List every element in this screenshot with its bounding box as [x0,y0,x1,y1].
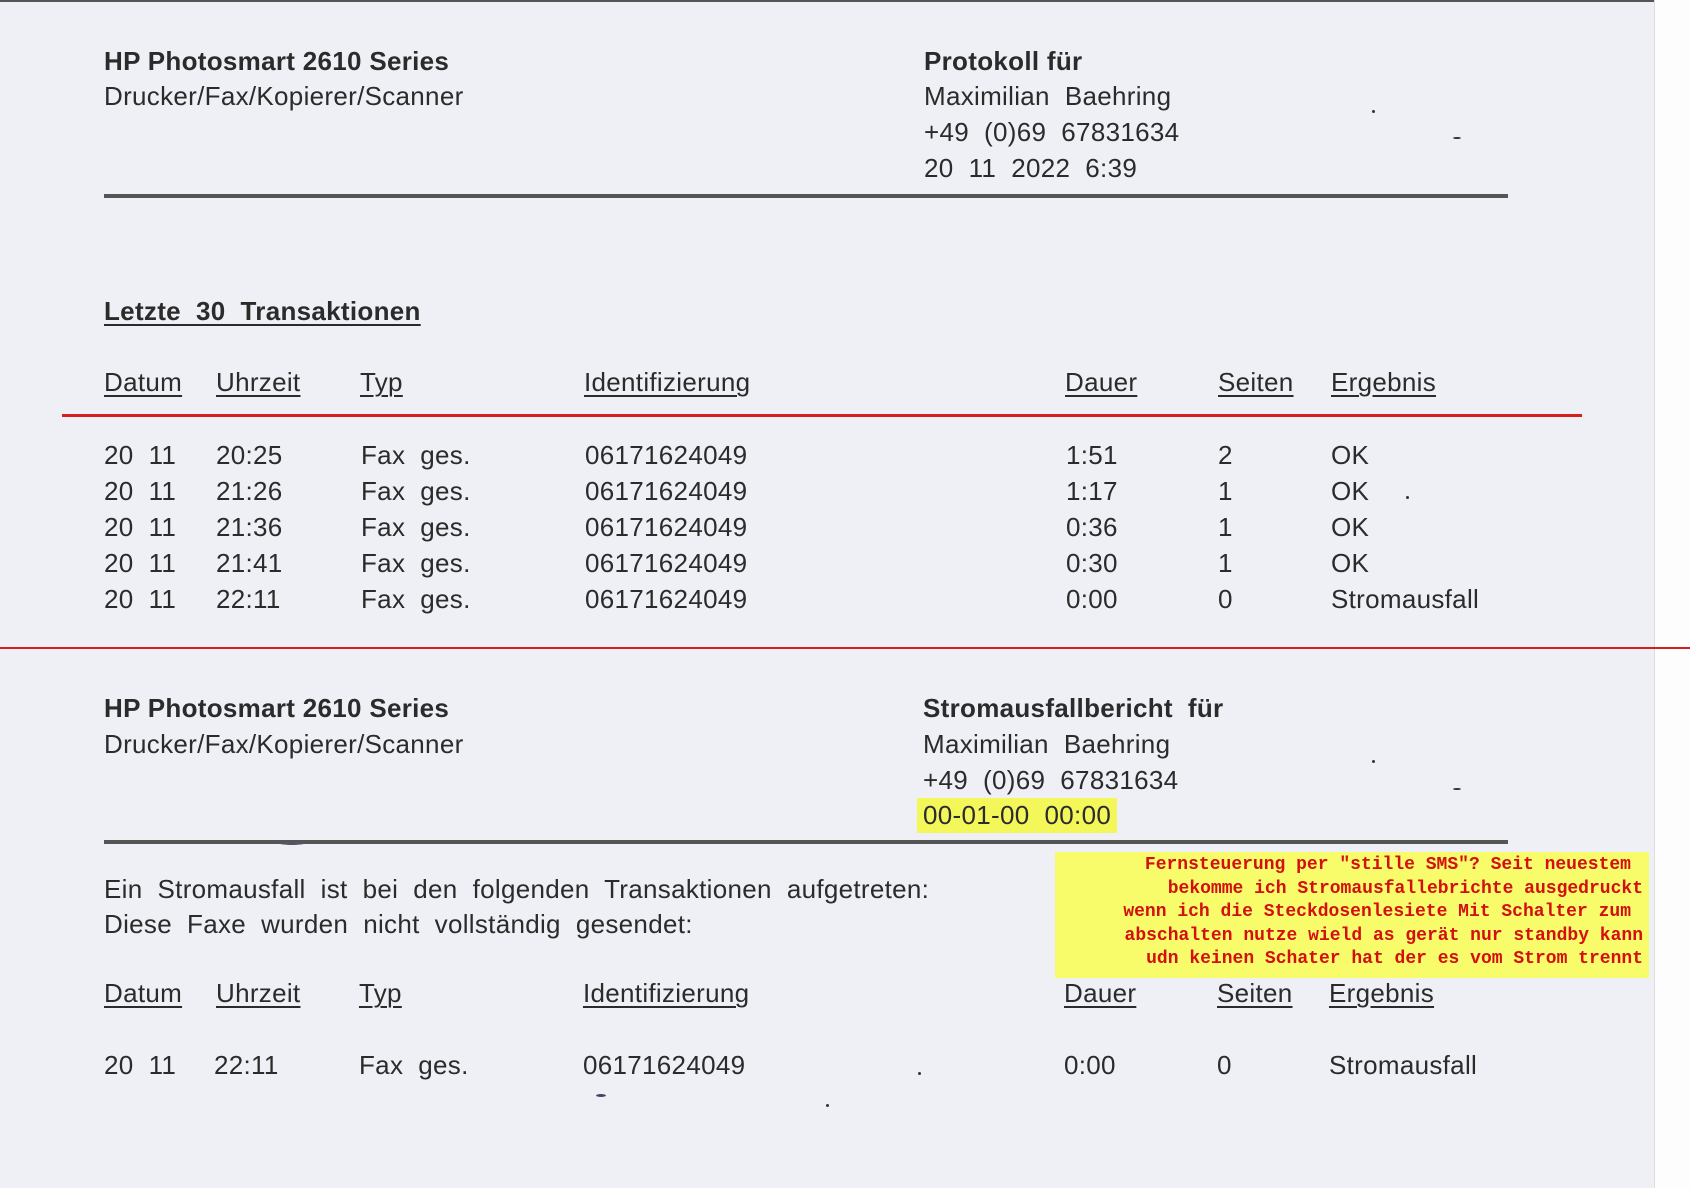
cell-ergebnis: Stromausfall [1329,1050,1478,1080]
cell-identifizierung: 06171624049 [585,584,748,614]
scan-speck [826,1104,829,1107]
report1-device-type: Drucker/Fax/Kopierer/Scanner [104,81,464,111]
report2-phone: +49 (0)69 67831634 [923,765,1179,795]
cell-identifizierung: 06171624049 [583,1050,746,1080]
cell-datum: 20 11 [104,1050,177,1080]
cell-identifizierung: 06171624049 [585,512,748,542]
report2-device-type: Drucker/Fax/Kopierer/Scanner [104,729,464,759]
col-dauer: Dauer [1064,978,1137,1008]
cell-datum: 20 11 [104,584,177,614]
report1-section-title: Letzte 30 Transaktionen [104,296,421,326]
cell-typ: Fax ges. [361,548,471,578]
cell-identifizierung: 06171624049 [585,440,748,470]
col-datum: Datum [104,367,183,397]
cell-ergebnis: Stromausfall [1331,584,1480,614]
note-line: udn keinen Schater hat der es vom Strom trennt [1146,949,1643,969]
cell-datum: 20 11 [104,476,177,506]
cell-uhrzeit: 22:11 [214,1050,279,1080]
col-dauer: Dauer [1065,367,1138,397]
report2-owner: Maximilian Baehring [923,729,1171,759]
report2-device: HP Photosmart 2610 Series [104,693,450,723]
cell-dauer: 1:17 [1066,476,1118,506]
col-ergebnis: Ergebnis [1331,367,1437,397]
cell-seiten: 2 [1218,440,1233,470]
scan-speck [1453,788,1461,790]
cell-seiten: 1 [1218,476,1233,506]
report2-datetime-highlighted: 00-01-00 00:00 [917,798,1117,833]
cell-datum: 20 11 [104,512,177,542]
note-line: abschalten nutze wield as gerät nur standby kann [1124,925,1643,946]
report2-message-line1: Ein Stromausfall ist bei den folgenden Transaktionen aufgetreten: [104,874,930,904]
cell-typ: Fax ges. [361,440,471,470]
col-seiten: Seiten [1218,367,1294,397]
col-datum: Datum [104,978,183,1008]
col-seiten: Seiten [1217,978,1293,1008]
cell-seiten: 0 [1218,584,1233,614]
scan-speck [280,842,304,845]
report2-title: Stromausfallbericht für [923,693,1224,723]
cell-seiten: 1 [1218,548,1233,578]
scan-speck [918,1072,921,1075]
cell-uhrzeit: 22:11 [216,584,281,614]
col-ergebnis: Ergebnis [1329,978,1435,1008]
cell-dauer: 0:36 [1066,512,1118,542]
scan-speck [596,1094,606,1097]
report1-device: HP Photosmart 2610 Series [104,46,450,76]
cell-typ: Fax ges. [359,1050,469,1080]
scan-speck [1453,137,1461,139]
paper-edge [1654,0,1690,1188]
cell-uhrzeit: 21:41 [216,548,283,578]
cell-uhrzeit: 21:36 [216,512,283,542]
cell-ergebnis: OK [1331,440,1370,470]
cell-typ: Fax ges. [361,584,471,614]
scan-speck [1372,760,1375,763]
cell-dauer: 0:00 [1066,584,1118,614]
report2-message-line2: Diese Faxe wurden nicht vollständig gesendet: [104,909,693,939]
cell-uhrzeit: 20:25 [216,440,283,470]
col-identifizierung: Identifizierung [584,367,751,397]
col-identifizierung: Identifizierung [583,978,750,1008]
report1-phone: +49 (0)69 67831634 [924,117,1180,147]
scan-speck [1372,110,1375,113]
note-line: bekomme ich Stromausfallebrichte ausgedruckt [1167,878,1643,899]
report1-title: Protokoll für [924,46,1083,76]
report2-header-divider [104,840,1508,844]
red-marker-line [62,414,1582,417]
scan-speck [1406,496,1409,499]
cell-typ: Fax ges. [361,512,471,542]
cell-dauer: 1:51 [1066,440,1118,470]
col-uhrzeit: Uhrzeit [216,367,301,397]
note-line: wenn ich die Steckdosenlesiete Mit Schalter zum [1123,902,1631,922]
cell-ergebnis: OK [1331,476,1370,506]
col-uhrzeit: Uhrzeit [216,978,301,1008]
report1-owner: Maximilian Baehring [924,81,1172,111]
cell-ergebnis: OK [1331,512,1370,542]
cell-uhrzeit: 21:26 [216,476,283,506]
cell-identifizierung: 06171624049 [585,476,748,506]
sheet-cut-line [0,647,1690,649]
cell-seiten: 1 [1218,512,1233,542]
handwritten-annotation-note [1055,852,1649,978]
report1-datetime: 20 11 2022 6:39 [924,153,1138,183]
col-typ: Typ [359,978,402,1008]
cell-ergebnis: OK [1331,548,1370,578]
cell-identifizierung: 06171624049 [585,548,748,578]
col-typ: Typ [360,367,403,397]
cell-typ: Fax ges. [361,476,471,506]
note-line: Fernsteuerung per "stille SMS"? Seit neuestem [1144,855,1631,875]
cell-seiten: 0 [1217,1050,1232,1080]
cell-datum: 20 11 [104,440,177,470]
report1-header-divider [104,194,1508,198]
cell-dauer: 0:00 [1064,1050,1116,1080]
cell-datum: 20 11 [104,548,177,578]
cell-dauer: 0:30 [1066,548,1118,578]
